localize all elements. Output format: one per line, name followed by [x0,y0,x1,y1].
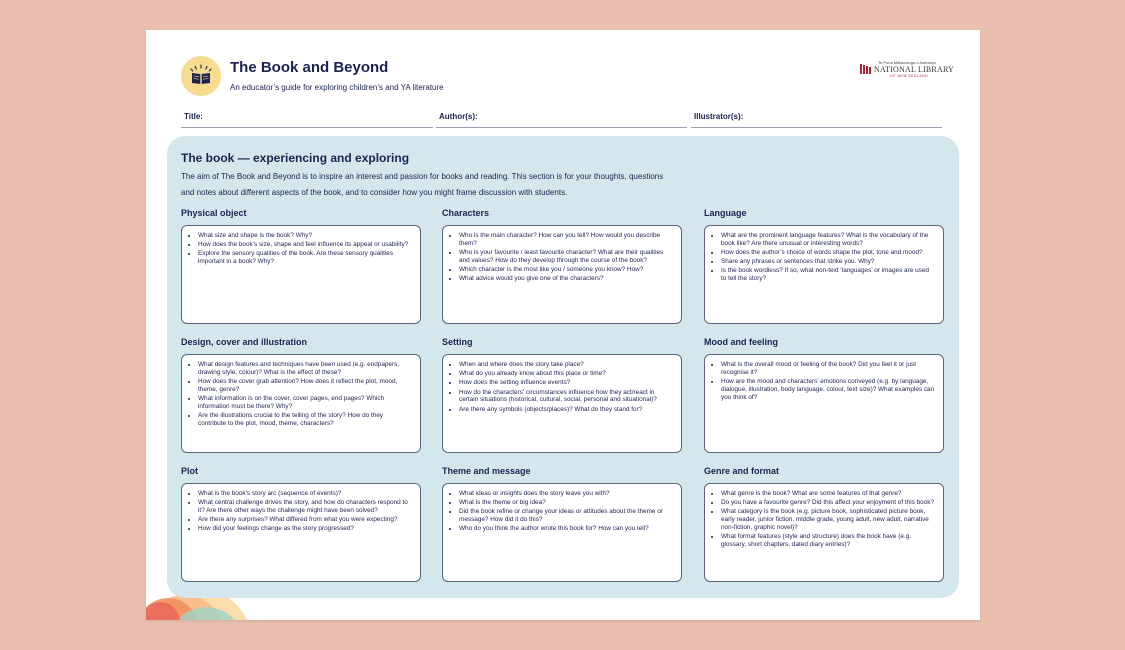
library-logo-name: NATIONAL LIBRARY [874,65,955,74]
list-item: • What information is on the cover, cover pages, end pages? Which information must be there? Why? [198,395,412,411]
book-icon [181,56,221,96]
list-item: • Are there any symbols (objects/places)? What do they stand for? [459,406,673,414]
author-field[interactable] [436,111,687,128]
list-item: • How does the setting influence events? [459,379,673,387]
notes-box-theme-message[interactable] [442,483,682,582]
list-item: • What advice would you give one of the characters? [459,275,673,283]
section-title-setting: Setting [442,337,473,347]
author-field-label: Author(s): [439,112,478,121]
list-item: • What central challenge drives the story, and how do characters respond to it? Are there other ways the challenge might have been solved? [198,499,412,515]
list-item: • What category is the book (e.g. picture book, sophisticated picture book, early reader, junior fiction, middle grade, young adult, new adult, narrative non-fiction, graphic novel)? [721,508,935,531]
notes-box-language[interactable] [704,225,944,324]
notes-box-genre-format[interactable] [704,483,944,582]
panel-title: The book — experiencing and exploring [181,151,410,165]
library-logo-maori-name: Te Puna Mātauranga o Aotearoa [878,60,936,65]
list-item: • Who is your favourite / least favourite character? What are their qualities and values? How do they develop through the course of the book? [459,249,673,265]
page-subtitle: An educator’s guide for exploring children’s and YA literature [230,83,444,92]
panel-intro: The aim of The Book and Beyond is to inspire an interest and passion for books and reading. This section is for your thoughts, questions and notes about different aspects of the book, and to consider how you might frame discussion with students. [181,172,664,197]
notes-box-setting[interactable] [442,354,682,453]
list-item: • How are the mood and characters’ emotions conveyed (e.g. by language, dialogue, illustration, body language, colour, text size)? What examples can you think of? [721,378,935,401]
list-item: • Did the book refine or change your ideas or attitudes about the theme or message? How did it do this? [459,508,673,524]
notes-box-physical-object[interactable] [181,225,421,324]
list-item: • Do you have a favourite genre? Did this affect your enjoyment of this book? [721,499,935,507]
list-item: • What format features (style and structure) does the book have (e.g. glossary, short chapters, dated diary entries)? [721,533,935,549]
list-item: • Share any phrases or sentences that strike you. Why? [721,258,935,266]
list-item: • What is the book’s story arc (sequence of events)? [198,490,412,498]
list-item: • What size and shape is the book? Why? [198,232,412,240]
list-item: • Is the book wordless? If so, what non-text ‘languages’ or images are used to tell the story? [721,267,935,283]
notes-box-mood-feeling[interactable] [704,354,944,453]
list-item: • What do you already know about this place or time? [459,370,673,378]
section-title-plot: Plot [181,466,198,476]
notes-box-design-cover-illustration[interactable] [181,354,421,453]
library-logo-country: OF NEW ZEALAND [890,74,929,78]
list-item: • What design features and techniques have been used (e.g. endpapers, drawing style, colour)? What is the effect of these? [198,361,412,377]
section-title-physical-object: Physical object [181,208,247,218]
list-item: • Are there any surprises? What differed from what you were expecting? [198,516,412,524]
illustrator-field[interactable] [691,111,942,128]
section-title-characters: Characters [442,208,490,218]
title-field[interactable] [181,111,433,128]
list-item: • How does the author’s choice of words shape the plot, tone and mood? [721,249,935,257]
list-item: • How did your feelings change as the story progressed? [198,525,412,533]
list-item: • Explore the sensory qualities of the book. Are these sensory qualities important in a book? Why? [198,250,412,266]
list-item: • How do the characters’ circumstances influence how they act/react in certain situations (historical, cultural, social, personal and situational)? [459,389,673,405]
section-title-design-cover-illustration: Design, cover and illustration [181,337,308,347]
list-item: • What is the theme or big idea? [459,499,673,507]
list-item: • Are the illustrations crucial to the telling of the story? How do they contribute to the plot, mood, theme, characters? [198,412,412,428]
section-title-language: Language [704,208,747,218]
list-item: • What genre is the book? What are some features of that genre? [721,490,935,498]
list-item: • What is the overall mood or feeling of the book? Did you feel it or just recognise it? [721,361,935,377]
national-library-mark-icon [860,63,872,75]
notes-box-characters[interactable] [442,225,682,324]
page-title: The Book and Beyond [230,59,389,76]
list-item: • When and where does the story take place? [459,361,673,369]
national-library-logo [860,58,955,80]
section-title-theme-message: Theme and message [442,466,531,476]
notes-box-plot[interactable] [181,483,421,582]
experiencing-exploring-panel [167,136,959,598]
worksheet-page [146,30,980,620]
title-field-label: Title: [184,112,203,121]
list-item: • Who do you think the author wrote this book for? How can you tell? [459,525,673,533]
list-item: • Who is the main character? How can you tell? How would you describe them? [459,232,673,248]
illustrator-field-label: Illustrator(s): [694,112,744,121]
section-title-genre-format: Genre and format [704,466,780,476]
list-item: • Which character is the most like you / someone you know? How? [459,266,673,274]
list-item: • What ideas or insights does the story leave you with? [459,490,673,498]
list-item: • How does the book’s size, shape and feel influence its appeal or usability? [198,241,412,249]
section-title-mood-feeling: Mood and feeling [704,337,778,347]
list-item: • What are the prominent language features? What is the vocabulary of the book like? Are there unusual or interesting words? [721,232,935,248]
list-item: • How does the cover grab attention? How does it reflect the plot, mood, theme, genre? [198,378,412,394]
